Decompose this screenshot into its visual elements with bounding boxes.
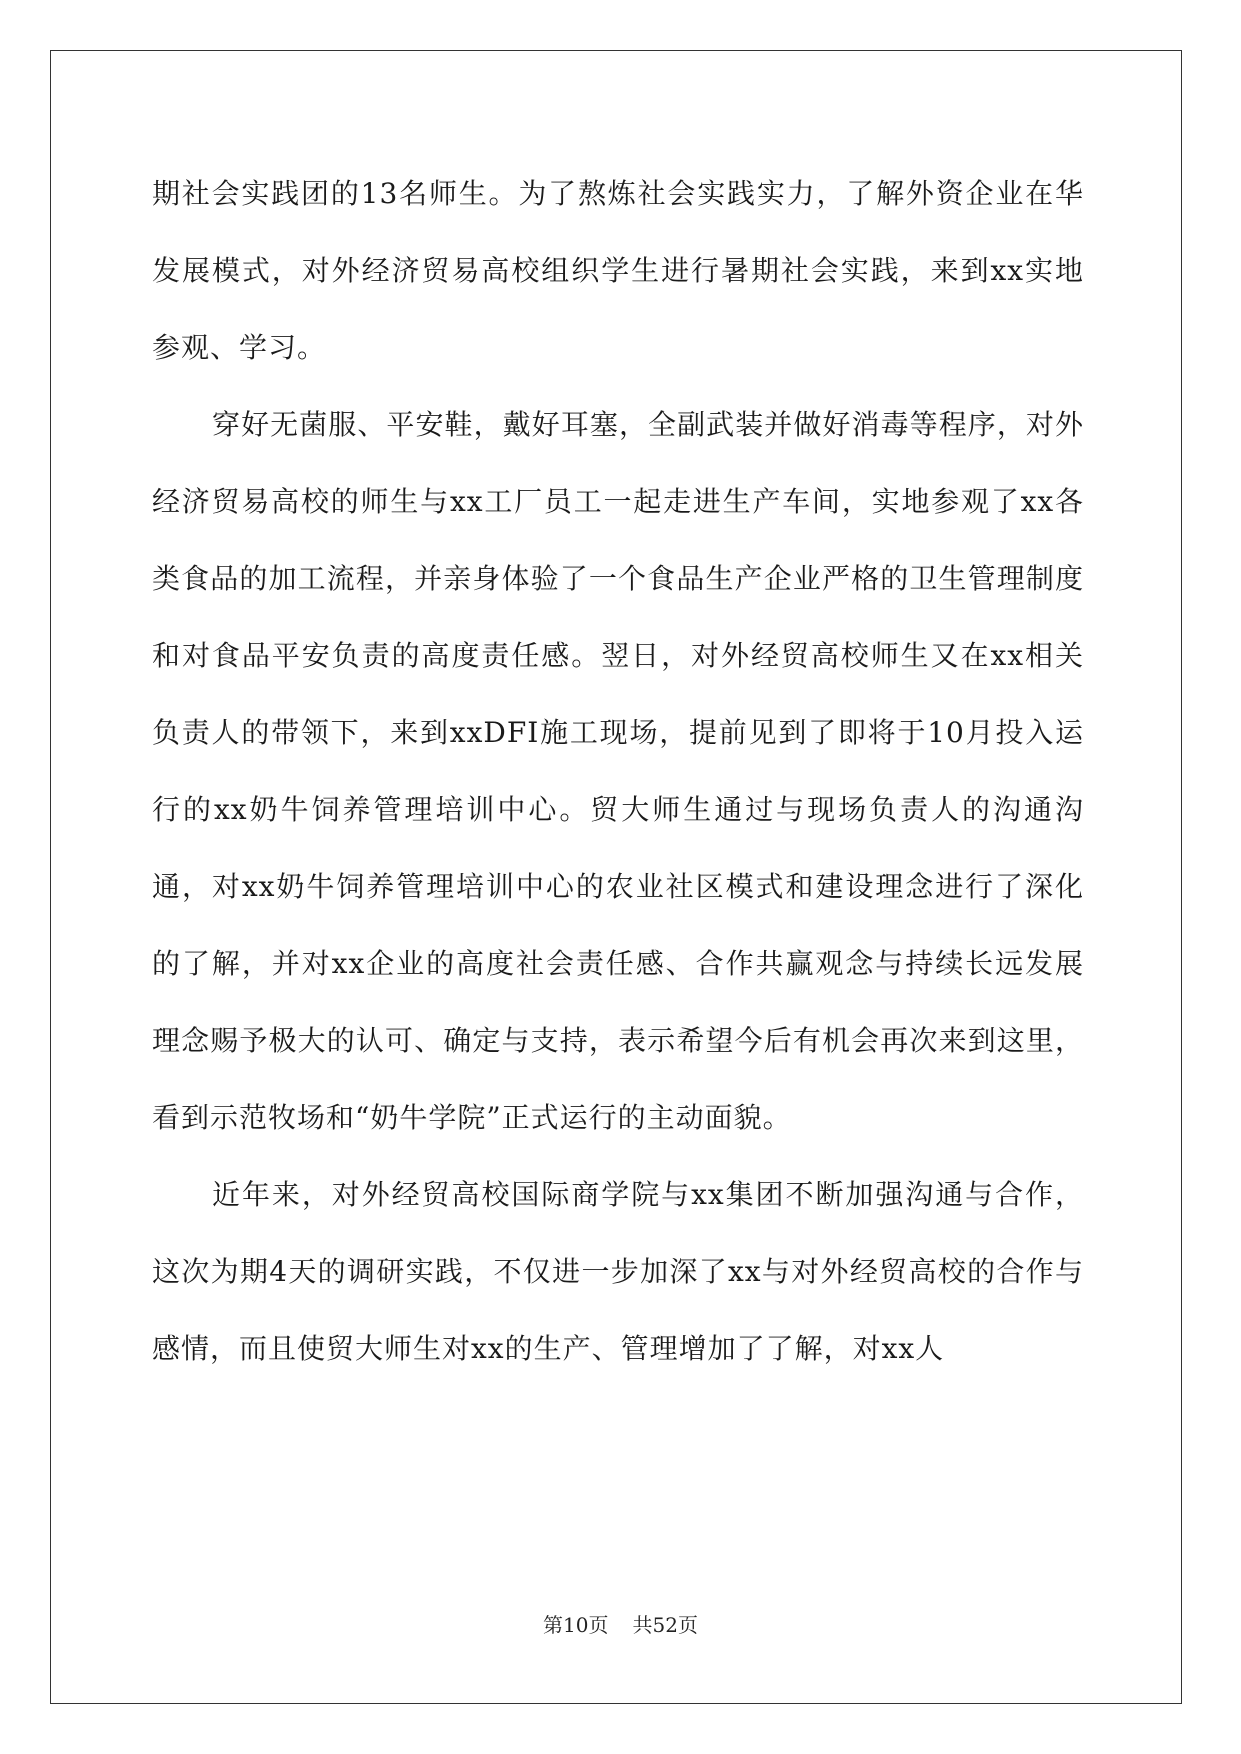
page-number: 第10页 <box>543 1613 609 1637</box>
page-footer <box>0 1609 1241 1638</box>
document-body <box>152 155 1084 1387</box>
paragraph-3: 近年来，对外经贸高校国际商学院与xx集团不断加强沟通与合作，这次为期4天的调研实践，不仅进一步加深了xx与对外经贸高校的合作与感情，而且使贸大师生对xx的生产、管理增加了了解，对xx人 <box>152 1178 1084 1365</box>
paragraph-1: 期社会实践团的13名师生。为了熬炼社会实践实力，了解外资企业在华发展模式，对外经济贸易高校组织学生进行暑期社会实践，来到xx实地参观、学习。 <box>152 177 1084 364</box>
paragraph-2: 穿好无菌服、平安鞋，戴好耳塞，全副武装并做好消毒等程序，对外经济贸易高校的师生与xx工厂员工一起走进生产车间，实地参观了xx各类食品的加工流程，并亲身体验了一个食品生产企业严格的卫生管理制度和对食品平安负责的高度责任感。翌日，对外经贸高校师生又在xx相关负责人的带领下，来到xxDFI施工现场，提前见到了即将于10月投入运行的xx奶牛饲养管理培训中心。贸大师生通过与现场负责人的沟通沟通，对xx奶牛饲养管理培训中心的农业社区模式和建设理念进行了深化的了解，并对xx企业的高度社会责任感、合作共赢观念与持续长远发展理念赐予极大的认可、确定与支持，表示希望今后有机会再次来到这里，看到示范牧场和“奶牛学院”正式运行的主动面貌。 <box>152 408 1084 1134</box>
page-total: 共52页 <box>632 1613 698 1637</box>
